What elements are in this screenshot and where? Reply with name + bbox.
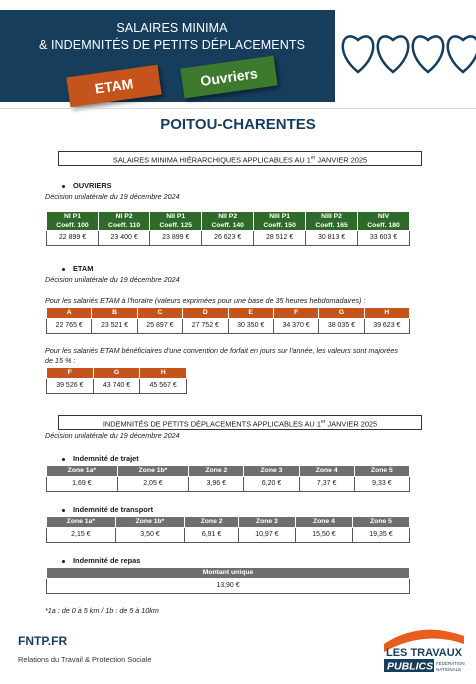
trajet-value: 9,33 € — [354, 477, 409, 492]
transport-zone-header: Zone 2 — [185, 517, 239, 528]
indemnites-title-main: INDEMNITÉS DE PETITS DÉPLACEMENTS APPLICABLES AU 1 — [102, 419, 321, 429]
trajet-zone-header: Zone 3 — [244, 466, 299, 477]
etam-forfait-grade-header: G — [93, 368, 140, 379]
etam-horaire-value-row — [47, 319, 410, 334]
bullet-icon — [62, 268, 65, 271]
bullet-icon — [62, 509, 65, 512]
etam-grade-header: G — [319, 308, 364, 319]
ouvriers-header-row — [47, 212, 410, 231]
transport-value: 3,50 € — [115, 528, 185, 543]
trajet-zone-header: Zone 2 — [189, 466, 244, 477]
repas-value: 13,90 € — [47, 579, 410, 594]
trajet-value: 1,69 € — [47, 477, 118, 492]
ouvriers-value: 26 623 € — [202, 231, 254, 246]
ouvriers-tag: Ouvriers — [180, 56, 277, 99]
transport-value: 10,97 € — [238, 528, 295, 543]
trajet-value: 6,20 € — [244, 477, 299, 492]
transport-zone-header: Zone 4 — [295, 517, 352, 528]
transport-value: 15,50 € — [295, 528, 352, 543]
salaires-title-main: SALAIRES MINIMA HIÉRARCHIQUES APPLICABLES AU 1 — [112, 155, 311, 165]
ouvriers-value: 30 813 € — [306, 231, 358, 246]
etam-grade-header: A — [47, 308, 92, 319]
transport-value: 6,91 € — [185, 528, 239, 543]
etam-value: 38 035 € — [319, 319, 364, 334]
ouvriers-col-header: NI P1 Coeff. 100 — [47, 212, 99, 231]
transport-header-row — [47, 517, 410, 528]
bullet-icon — [62, 458, 65, 461]
salaires-title-end: JANVIER 2025 — [315, 155, 368, 165]
etam-heading-text: ETAM — [73, 264, 94, 273]
etam-forfait-grade-header: H — [140, 368, 187, 379]
fntp-logo — [380, 622, 468, 678]
etam-grade-header: C — [137, 308, 182, 319]
header-separator — [0, 108, 476, 109]
region-title: POITOU-CHARENTES — [160, 116, 316, 133]
trajet-zone-header: Zone 5 — [354, 466, 409, 477]
etam-grade-header: H — [364, 308, 409, 319]
trajet-value: 3,96 € — [189, 477, 244, 492]
etam-heading — [62, 264, 93, 273]
ouvriers-col-header: NIII P1 Coeff. 150 — [254, 212, 306, 231]
transport-zone-header: Zone 1a* — [47, 517, 116, 528]
logo-side1: FÉDÉRATION — [436, 661, 465, 666]
ouvriers-col-header: NIV Coeff. 180 — [358, 212, 410, 231]
footer-site: FNTP.FR — [18, 634, 68, 648]
indemnites-box-title — [58, 415, 422, 430]
ouvriers-table — [46, 211, 410, 246]
trajet-header-row — [47, 466, 410, 477]
etam-decision: Décision unilatérale du 19 décembre 2024 — [45, 275, 180, 284]
repas-heading — [62, 556, 140, 565]
trajet-table — [46, 465, 410, 492]
etam-value: 22 765 € — [47, 319, 92, 334]
transport-heading-text: Indemnité de transport — [73, 505, 154, 514]
trajet-value: 7,37 € — [299, 477, 354, 492]
zone-footnote: *1a : de 0 à 5 km / 1b : de 5 à 10km — [45, 606, 159, 615]
salaires-box-title — [58, 151, 422, 166]
logo-side2: NATIONALE — [436, 667, 462, 672]
transport-value: 19,35 € — [352, 528, 409, 543]
bullet-icon — [62, 560, 65, 563]
etam-grade-header: B — [92, 308, 137, 319]
etam-forfait-header-row — [47, 368, 187, 379]
ouvriers-value: 33 603 € — [358, 231, 410, 246]
etam-forfait-note-line1: Pour les salariés ETAM bénéficiaires d'une convention de forfait en jours sur l'année, les valeurs sont majorées — [45, 346, 398, 355]
etam-value: 25 897 € — [137, 319, 182, 334]
ouvriers-value: 22 899 € — [47, 231, 99, 246]
etam-horaire-note: Pour les salariés ETAM à l'horaire (valeurs exprimées pour une base de 35 heures hebdomadaires) : — [45, 296, 366, 305]
etam-value: 39 623 € — [364, 319, 409, 334]
etam-grade-header: D — [183, 308, 228, 319]
ouvriers-decision: Décision unilatérale du 19 décembre 2024 — [45, 192, 180, 201]
logo-line2: PUBLICS — [387, 660, 434, 673]
etam-value: 23 521 € — [92, 319, 137, 334]
trajet-zone-header: Zone 4 — [299, 466, 354, 477]
salaires-title-sup: er — [310, 155, 316, 161]
ouvriers-heading — [62, 181, 112, 190]
etam-forfait-table — [46, 367, 187, 394]
etam-forfait-value: 43 740 € — [93, 379, 140, 394]
transport-heading — [62, 505, 153, 514]
indemnites-title-end: JANVIER 2025 — [325, 419, 378, 429]
ouvriers-col-header: NII P1 Coeff. 125 — [150, 212, 202, 231]
ouvriers-value: 23 400 € — [98, 231, 149, 246]
trajet-zone-header: Zone 1a* — [47, 466, 118, 477]
header-title-line1: SALAIRES MINIMA — [116, 21, 228, 35]
etam-grade-header: F — [273, 308, 318, 319]
ouvriers-col-header: NII P2 Coeff. 140 — [202, 212, 254, 231]
trajet-value-row — [47, 477, 410, 492]
etam-forfait-value-row — [47, 379, 187, 394]
repas-col-header: Montant unique — [47, 568, 410, 579]
repas-value-row — [47, 579, 410, 594]
indemnites-title-sup: er — [320, 419, 326, 425]
etam-forfait-grade-header: F — [47, 368, 94, 379]
etam-value: 30 350 € — [228, 319, 273, 334]
ouvriers-heading-text: OUVRIERS — [73, 181, 112, 190]
repas-header-row — [47, 568, 410, 579]
etam-forfait-note — [45, 346, 465, 366]
etam-forfait-value: 39 526 € — [47, 379, 94, 394]
indemnites-decision: Décision unilatérale du 19 décembre 2024 — [45, 431, 180, 440]
header-title — [22, 20, 322, 54]
transport-zone-header: Zone 5 — [352, 517, 409, 528]
header-title-line2: & INDEMNITÉS DE PETITS DÉPLACEMENTS — [38, 38, 306, 52]
transport-zone-header: Zone 3 — [238, 517, 295, 528]
etam-tag: ETAM — [66, 65, 161, 108]
etam-forfait-note-line2: de 15 % : — [45, 356, 76, 365]
repas-table — [46, 567, 410, 594]
trajet-zone-header: Zone 1b* — [117, 466, 189, 477]
trajet-heading-text: Indemnité de trajet — [73, 454, 139, 463]
ouvriers-col-header: NI P2 Coeff. 110 — [98, 212, 149, 231]
etam-value: 34 370 € — [273, 319, 318, 334]
bullet-icon — [62, 185, 65, 188]
etam-value: 27 752 € — [183, 319, 228, 334]
hearts-decoration-icon — [338, 2, 476, 82]
etam-forfait-value: 45 567 € — [140, 379, 187, 394]
ouvriers-value-row — [47, 231, 410, 246]
fntp-logo-icon — [380, 622, 468, 678]
etam-grade-header: E — [228, 308, 273, 319]
ouvriers-value: 28 512 € — [254, 231, 306, 246]
trajet-heading — [62, 454, 139, 463]
transport-value: 2,15 € — [47, 528, 116, 543]
logo-line1: LES TRAVAUX — [386, 647, 462, 659]
ouvriers-value: 23 899 € — [150, 231, 202, 246]
ouvriers-col-header: NIII P2 Coeff. 165 — [306, 212, 358, 231]
transport-table — [46, 516, 410, 543]
footer-subtitle: Relations du Travail & Protection Sociale — [18, 655, 152, 664]
repas-heading-text: Indemnité de repas — [73, 556, 141, 565]
transport-value-row — [47, 528, 410, 543]
transport-zone-header: Zone 1b* — [115, 517, 185, 528]
etam-horaire-header-row — [47, 308, 410, 319]
etam-horaire-table — [46, 307, 410, 334]
trajet-value: 2,05 € — [117, 477, 189, 492]
